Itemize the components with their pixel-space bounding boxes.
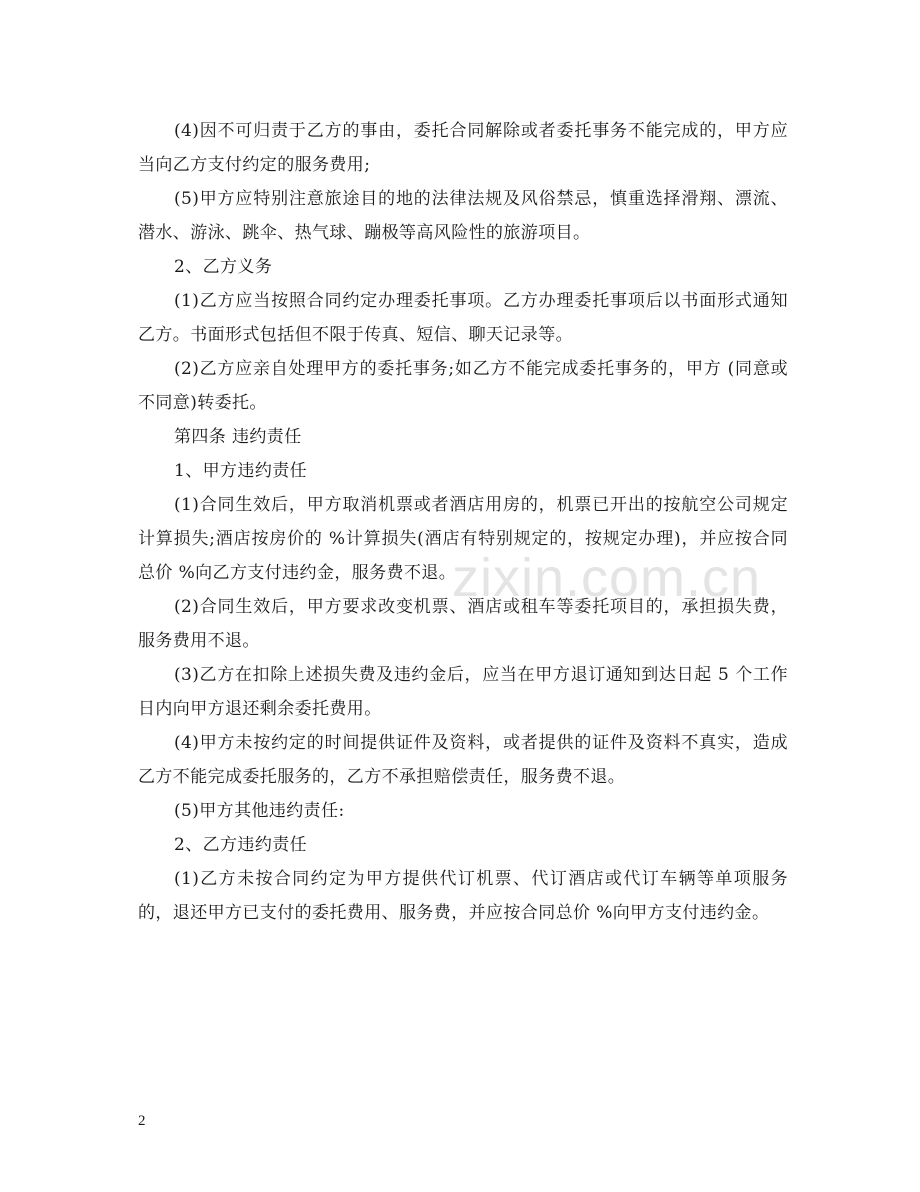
document-body (138, 114, 788, 930)
paragraph-clause-5: (5)甲方应特别注意旅途目的地的法律法规及风俗禁忌，慎重选择滑翔、漂流、潜水、游泳、跳伞、热气球、蹦极等高风险性的旅游项目。 (138, 189, 788, 243)
paragraph-party-a-liability-2: (2)合同生效后，甲方要求改变机票、酒店或租车等委托项目的，承担损失费，服务费用不退。 (138, 597, 788, 651)
section-heading-party-b-obligations: 2、乙方义务 (174, 257, 273, 277)
paragraph-party-b-liability-1: (1)乙方未按合同约定为甲方提供代订机票、代订酒店或代订车辆等单项服务的，退还甲方已支付的委托费用、服务费，并应按合同总价 %向甲方支付违约金。 (138, 869, 788, 923)
paragraph-party-a-liability-4: (4)甲方未按约定的时间提供证件及资料，或者提供的证件及资料不真实，造成乙方不能完成委托服务的，乙方不承担赔偿责任，服务费不退。 (138, 733, 788, 787)
page-number: 2 (138, 1113, 146, 1129)
paragraph-party-a-liability-3: (3)乙方在扣除上述损失费及违约金后，应当在甲方退订通知到达日起 5 个工作日内向甲方退还剩余委托费用。 (138, 665, 788, 719)
paragraph-clause-4: (4)因不可归责于乙方的事由，委托合同解除或者委托事务不能完成的，甲方应当向乙方支付约定的服务费用; (138, 121, 788, 175)
watermark-text: zixin.com.cn (452, 548, 762, 608)
paragraph-party-b-1: (1)乙方应当按照合同约定办理委托事项。乙方办理委托事项后以书面形式通知乙方。书面形式包括但不限于传真、短信、聊天记录等。 (138, 291, 788, 345)
paragraph-party-a-liability-5: (5)甲方其他违约责任: (174, 801, 345, 821)
section-heading-party-a-liability: 1、甲方违约责任 (174, 461, 308, 481)
paragraph-party-b-2: (2)乙方应亲自处理甲方的委托事务;如乙方不能完成委托事务的，甲方 (同意或不同意)转委托。 (138, 359, 788, 413)
paragraph-party-a-liability-1: (1)合同生效后，甲方取消机票或者酒店用房的，机票已开出的按航空公司规定计算损失;酒店按房价的 %计算损失(酒店有特别规定的，按规定办理)，并应按合同总价 %向乙方支付违约金，服务费不退。 (138, 495, 788, 583)
section-heading-party-b-liability: 2、乙方违约责任 (174, 835, 308, 855)
article-heading-liability: 第四条 违约责任 (174, 427, 302, 447)
